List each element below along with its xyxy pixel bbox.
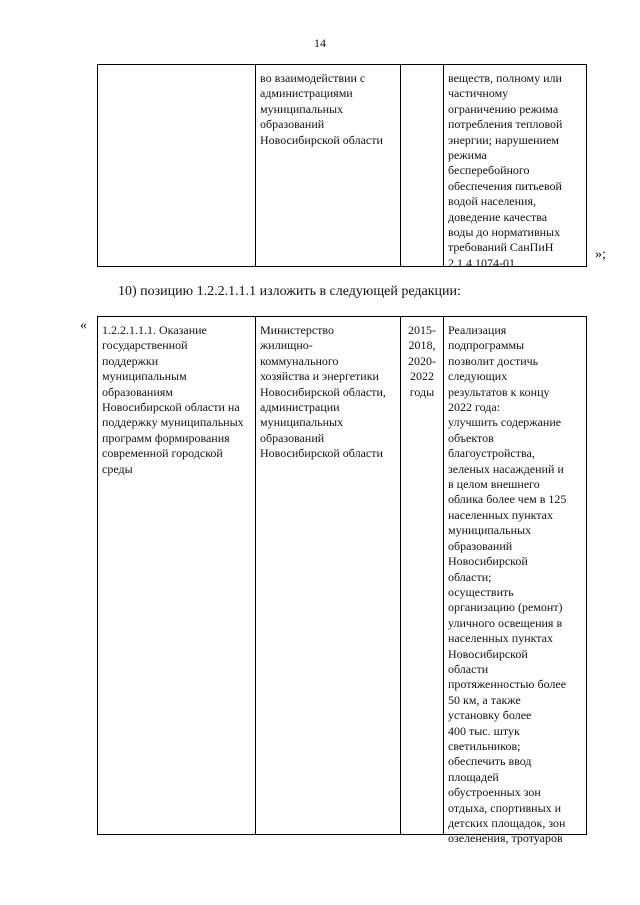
cell-result: веществ, полному или частичному ограничению режима потребления тепловой энергии; нарушением режима бесперебойного обеспечения питьевой водой населения, доведение качества воды до нормативных требований СанПиН 2.1.4.1074-01	[448, 71, 563, 270]
closing-quote: »;	[595, 247, 606, 262]
new-position-table	[97, 316, 587, 846]
opening-quote: «	[80, 318, 87, 333]
page-number: 14	[314, 36, 326, 50]
cell-name: 1.2.2.1.1.1. Оказание государственной поддержки муниципальным образованиям Новосибирской области на поддержку муниципальных программ формирования современной городской среды	[98, 317, 256, 834]
cell-period	[401, 65, 444, 266]
cell-executor: Министерство жилищно- коммунального хозяйства и энергетики Новосибирской области, администрации муниципальных образований Новосибирской области	[256, 317, 401, 834]
cell-result: Реализация подпрограммы позволит достичь следующих результатов к концу 2022 года: улучшить содержание объектов благоустройства, зеленых насаждений и в целом внешнего облика более чем в 125 населенных пунктах муниципальных образований Новосибирской области; осуществить организацию (ремонт) уличного освещения в населенных пунктах Новосибирской области протяженностью более 50 км, а также установку более 400 тыс. штук светильников; обеспечить ввод площадей обустроенных зон отдыха, спортивных и детских площадок, зон озеленения, тротуаров	[448, 323, 567, 846]
instruction-text: 10) позицию 1.2.2.1.1.1 изложить в следующей редакции:	[118, 284, 461, 299]
cell-period: 2015- 2018, 2020- 2022 годы	[401, 317, 444, 834]
cell-name	[98, 65, 256, 266]
continued-table	[97, 64, 587, 270]
cell-executor: во взаимодействии с администрациями муниципальных образований Новосибирской области	[256, 65, 401, 266]
